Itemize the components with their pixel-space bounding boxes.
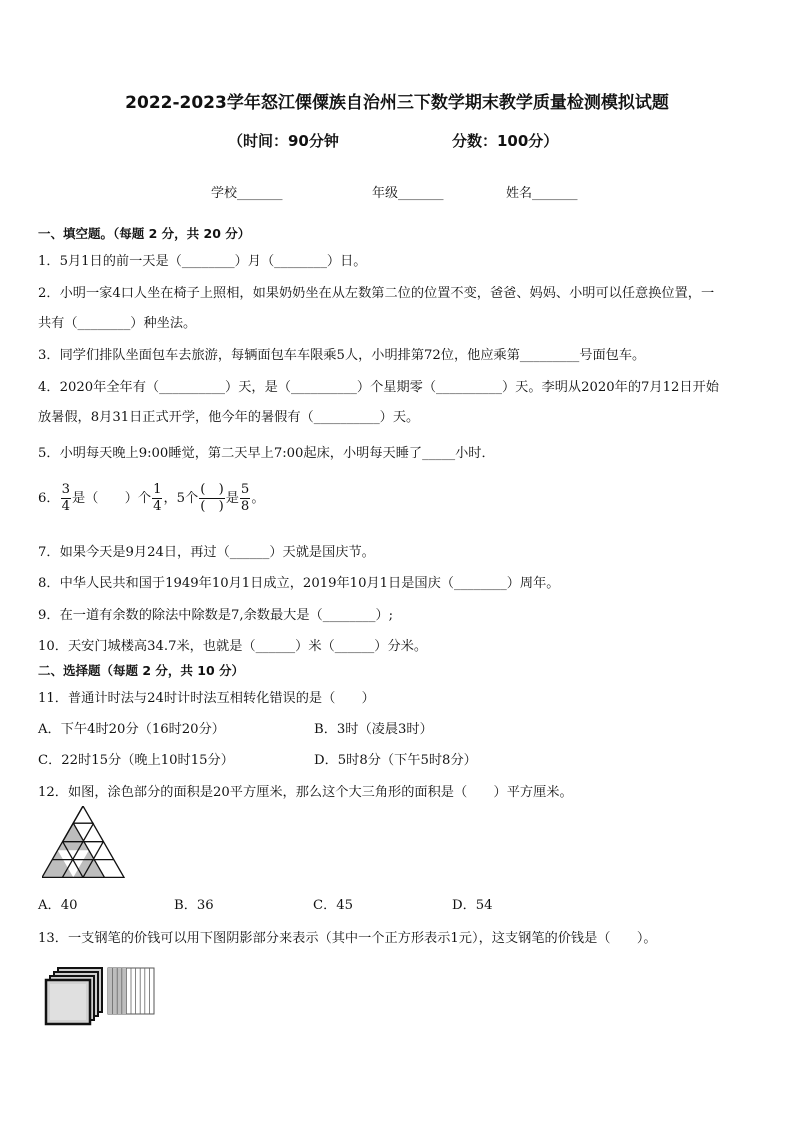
question-1: 1．5月1日的前一天是（________）月（________）日。 <box>38 254 367 269</box>
option-11-c: C．22时15分（晚上10时15分） <box>38 753 234 768</box>
question-9: 9．在一道有余数的除法中除数是7,余数最大是（________）; <box>38 608 394 623</box>
exam-score: 分数：100分） <box>452 132 559 150</box>
question-8: 8．中华人民共和国于1949年10月1日成立，2019年10月1日是国庆（________）周年。 <box>38 576 560 591</box>
fraction-1-4: $\frac{1}{4}$ <box>153 482 162 514</box>
striped-square <box>108 968 154 1014</box>
shaded-triangle-1 <box>58 823 89 850</box>
question-3: 3．同学们排队坐面包车去旅游，每辆面包车车限乘5人，小明排第72位，他应乘第_________号面包车。 <box>38 348 646 363</box>
question-10: 10．天安门城楼高34.7米，也就是（______）米（______）分米。 <box>38 639 428 654</box>
option-12-c: C．45 <box>313 898 354 913</box>
q6-text-1: 是（ ）个 <box>71 491 152 506</box>
school-field: 学校_______ <box>211 186 283 201</box>
question-2-line1: 2．小明一家4口人坐在椅子上照相，如果奶奶坐在从左数第二位的位置不变，爸爸、妈妈、小明可以任意换位置，一 <box>38 286 715 301</box>
question-4-line2: 放暑假，8月31日正式开学，他今年的暑假有（__________）天。 <box>38 410 420 425</box>
option-12-b: B．36 <box>174 898 214 913</box>
section-title-fill-in: 一、填空题。（每题 2 分，共 20 分） <box>38 226 251 241</box>
q6-text-3: 是 <box>225 491 239 506</box>
money-squares-figure <box>44 964 164 1026</box>
question-12: 12．如图，涂色部分的面积是20平方厘米，那么这个大三角形的面积是（ ）平方厘米。 <box>38 785 573 800</box>
section-title-choice: 二、选择题（每题 2 分，共 10 分） <box>38 663 245 678</box>
name-field: 姓名_______ <box>506 186 578 201</box>
page-title: 2022-2023学年怒江傈僳族自治州三下数学期末教学质量检测模拟试题 <box>125 93 669 113</box>
option-12-d: D．54 <box>452 898 493 913</box>
question-6 <box>38 482 265 515</box>
stacked-squares <box>46 968 102 1024</box>
shaded-triangle-2 <box>42 850 73 877</box>
triangle-figure <box>42 806 126 880</box>
option-12-a: A．40 <box>38 898 78 913</box>
question-5: 5．小明每天晚上9:00睡觉，第二天早上7:00起床，小明每天睡了_____小时． <box>38 446 495 461</box>
question-13: 13．一支钢笔的价钱可以用下图阴影部分来表示（其中一个正方形表示1元），这支钢笔的价钱是（ ）。 <box>38 931 657 946</box>
fraction-5-8: $\frac{5}{8}$ <box>240 482 250 514</box>
question-11: 11．普通计时法与24时计时法互相转化错误的是（ ） <box>38 691 375 706</box>
option-11-d: D．5时8分（下午5时8分） <box>314 753 477 768</box>
q6-prefix: 6． <box>38 491 60 506</box>
q6-text-2: ，5个 <box>163 491 199 506</box>
question-4-line1: 4．2020年全年有（__________）天，是（__________）个星期零（__________）天。李明从2020年的7月12日开始 <box>38 380 719 395</box>
shaded-triangle-3 <box>73 850 104 877</box>
grade-field: 年级_______ <box>372 186 444 201</box>
fraction-3-4: $\frac{3}{4}$ <box>61 482 70 514</box>
question-2-line2: 共有（________）种坐法。 <box>38 316 197 331</box>
option-11-b: B．3时（凌晨3时） <box>314 722 433 737</box>
exam-time: （时间：90分钟 <box>228 132 339 150</box>
option-11-a: A．下午4时20分（16时20分） <box>38 722 225 737</box>
q6-suffix: 。 <box>251 491 265 506</box>
fraction-blank: $\frac{( )}{( )}$ <box>200 482 224 514</box>
question-7: 7．如果今天是9月24日，再过（______）天就是国庆节。 <box>38 545 375 560</box>
